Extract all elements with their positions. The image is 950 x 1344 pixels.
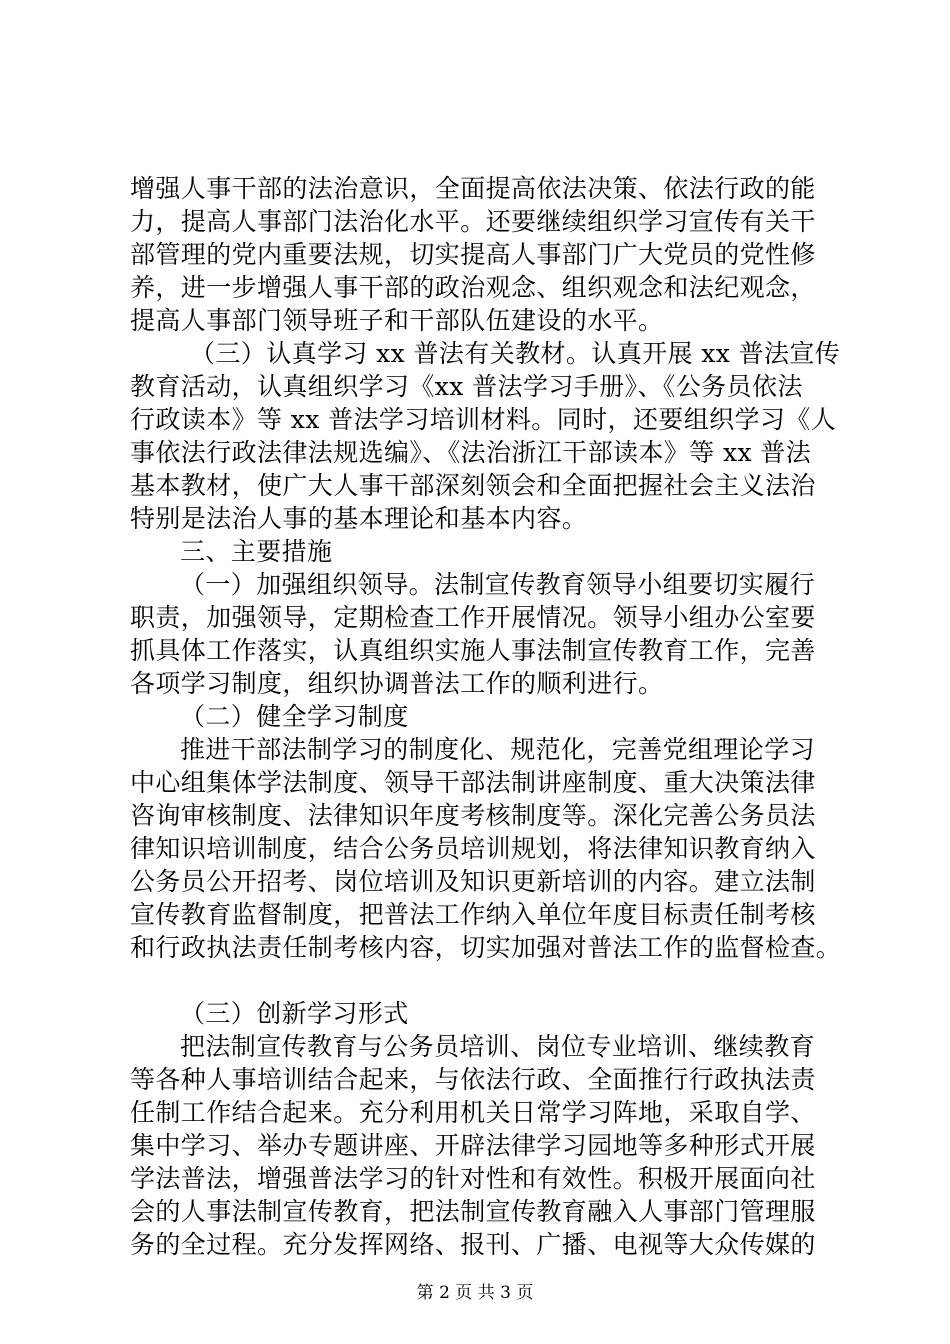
text-line: 集中学习、举办专题讲座、开辟法律学习园地等多种形式开展	[130, 1131, 816, 1160]
text-line: 学法普法，增强普法学习的针对性和有效性。积极开展面向社	[130, 1164, 816, 1193]
text-line: 中心组集体学法制度、领导干部法制讲座制度、重大决策法律	[130, 768, 816, 797]
text-line: 基本教材，使广大人事干部深刻领会和全面把握社会主义法治	[130, 471, 816, 500]
text-line: 部管理的党内重要法规，切实提高人事部门广大党员的党性修	[130, 240, 816, 269]
paragraph-gap	[130, 964, 830, 997]
text-line: 教育活动，认真组织学习《xx 普法学习手册》、《公务员依法	[130, 372, 803, 401]
text-line: 提高人事部门领导班子和干部队伍建设的水平。	[130, 306, 664, 335]
subsection-heading-line: （三）认真学习 xx 普法有关教材。认真开展 xx 普法宣传	[190, 339, 841, 368]
text-line: 宣传教育监督制度，把普法工作纳入单位年度目标责任制考核	[130, 900, 816, 929]
text-line: 任制工作结合起来。充分利用机关日常学习阵地，采取自学、	[130, 1098, 816, 1127]
text-line: 职责，加强领导，定期检查工作开展情况。领导小组办公室要	[130, 603, 816, 632]
text-line: 推进干部法制学习的制度化、规范化，完善党组理论学习	[180, 735, 816, 764]
text-line: 抓具体工作落实，认真组织实施人事法制宣传教育工作，完善	[130, 636, 816, 665]
text-line: 务的全过程。充分发挥网络、报刊、广播、电视等大众传媒的	[130, 1230, 816, 1259]
text-line: 咨询审核制度、法律知识年度考核制度等。深化完善公务员法	[130, 801, 816, 830]
text-line: 增强人事干部的法治意识，全面提高依法决策、依法行政的能	[130, 174, 816, 203]
subsection-heading: （二）健全学习制度	[180, 702, 409, 731]
text-line: 各项学习制度，组织协调普法工作的顺利进行。	[130, 669, 664, 698]
subsection-heading-line: （一）加强组织领导。法制宣传教育领导小组要切实履行	[180, 570, 816, 599]
text-line: 等各种人事培训结合起来，与依法行政、全面推行行政执法责	[130, 1065, 816, 1094]
section-heading: 三、主要措施	[180, 537, 333, 566]
text-line: 特别是法治人事的基本理论和基本内容。	[130, 504, 588, 533]
text-line: 公务员公开招考、岗位培训及知识更新培训的内容。建立法制	[130, 867, 816, 896]
text-line: 行政读本》等 xx 普法学习培训材料。同时，还要组织学习《人	[130, 405, 837, 434]
subsection-heading: （三）创新学习形式	[180, 999, 409, 1028]
document-body	[130, 172, 842, 1261]
text-line: 把法制宣传教育与公务员培训、岗位专业培训、继续教育	[180, 1032, 816, 1061]
text-line: 养，进一步增强人事干部的政治观念、组织观念和法纪观念，	[130, 273, 816, 302]
text-line: 和行政执法责任制考核内容，切实加强对普法工作的监督检查。	[130, 933, 842, 962]
text-line: 会的人事法制宣传教育，把法制宣传教育融入人事部门管理服	[130, 1197, 816, 1226]
text-line: 力，提高人事部门法治化水平。还要继续组织学习宣传有关干	[130, 207, 816, 236]
page-number-footer: 第 2 页 共 3 页	[416, 1283, 534, 1303]
text-line: 事依法行政法律法规选编》、《法治浙江干部读本》等 xx 普法	[130, 438, 812, 467]
text-line: 律知识培训制度，结合公务员培训规划，将法律知识教育纳入	[130, 834, 816, 863]
